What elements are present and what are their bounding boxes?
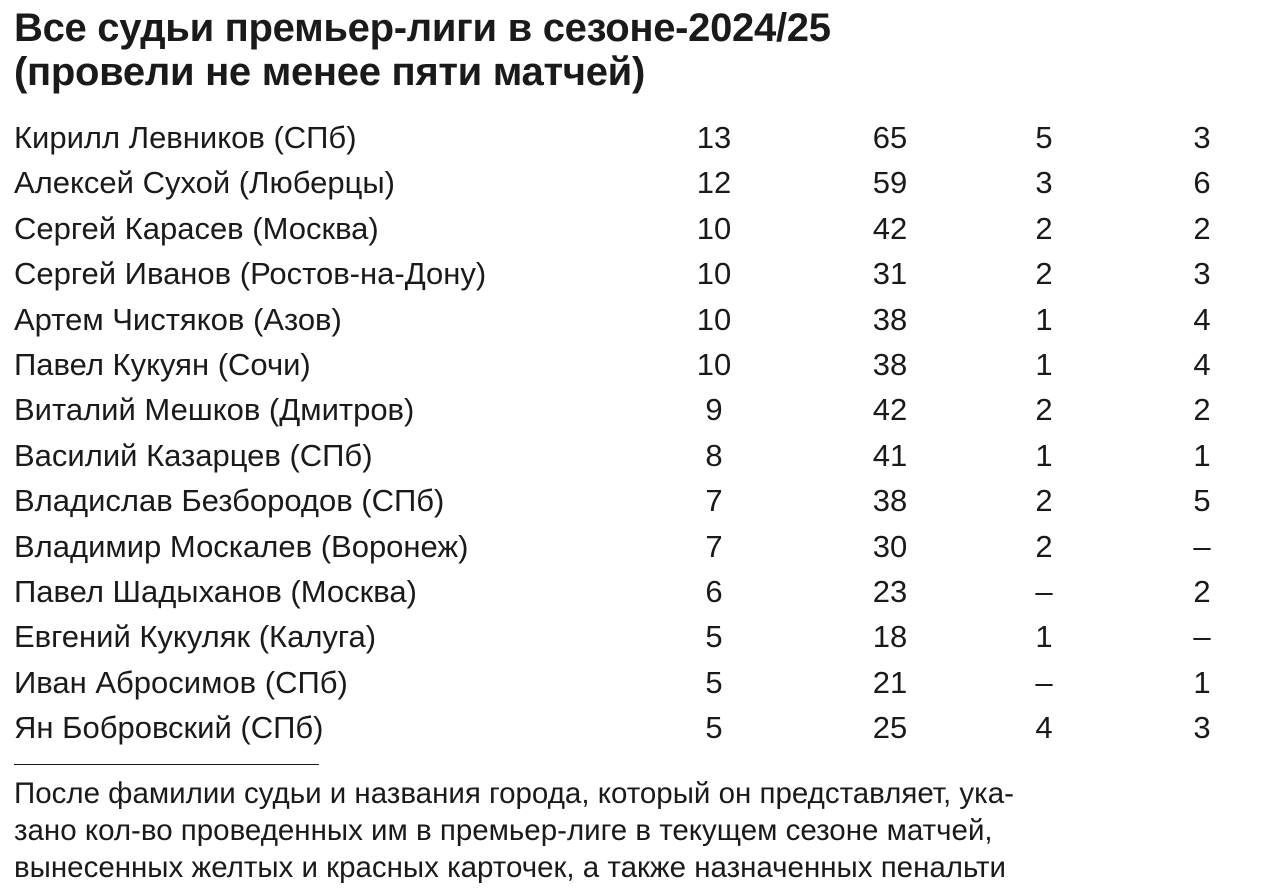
penalties-count: –	[1193, 619, 1211, 655]
penalties-count: 1	[1193, 437, 1211, 473]
matches-count: 5	[705, 710, 723, 746]
footnote	[14, 775, 1264, 886]
table-row	[14, 705, 1254, 750]
footnote-line-2: зано кол-во проведенных им в премьер-лиге в текущем сезоне матчей,	[14, 814, 993, 847]
matches-count: 12	[696, 165, 732, 201]
penalties-count: –	[1193, 528, 1211, 564]
referee-name: Кирилл Левников (СПб)	[14, 120, 357, 155]
matches-count: 10	[696, 346, 732, 382]
table-row	[14, 387, 1254, 432]
red-cards-count: 2	[1035, 256, 1053, 292]
table-row	[14, 524, 1254, 569]
yellow-cards-count: 38	[872, 301, 908, 337]
referee-name: Сергей Иванов (Ростов-на-Дону)	[14, 256, 487, 292]
title-line-1: Все судьи премьер-лиги в сезоне-2024/25	[14, 6, 831, 50]
footnote-divider	[14, 764, 319, 765]
referee-name: Сергей Карасев (Москва)	[14, 210, 379, 246]
yellow-cards-count: 25	[872, 710, 908, 746]
matches-count: 10	[696, 256, 732, 292]
table-row	[14, 478, 1254, 523]
yellow-cards-count: 42	[872, 210, 908, 246]
red-cards-count: –	[1035, 573, 1053, 609]
matches-count: 9	[705, 392, 723, 428]
table-row	[14, 660, 1254, 705]
red-cards-count: 2	[1035, 528, 1053, 564]
footnote-line-3: вынесенных желтых и красных карточек, а также назначенных пенальти	[14, 851, 1007, 884]
red-cards-count: –	[1035, 664, 1053, 700]
referee-name: Виталий Мешков (Дмитров)	[14, 392, 415, 428]
yellow-cards-count: 65	[872, 120, 908, 155]
yellow-cards-count: 59	[872, 165, 908, 201]
table-row	[14, 342, 1254, 387]
referee-name: Владимир Москалев (Воронеж)	[14, 528, 469, 564]
penalties-count: 2	[1193, 210, 1211, 246]
matches-count: 6	[705, 573, 723, 609]
matches-count: 10	[696, 210, 732, 246]
referee-name: Павел Кукуян (Сочи)	[14, 346, 311, 382]
penalties-count: 5	[1193, 483, 1211, 519]
matches-count: 10	[696, 301, 732, 337]
referee-name: Алексей Сухой (Люберцы)	[14, 165, 395, 201]
penalties-count: 2	[1193, 573, 1211, 609]
referee-name: Артем Чистяков (Азов)	[14, 301, 342, 337]
yellow-cards-count: 38	[872, 483, 908, 519]
table-row	[14, 251, 1254, 296]
referee-name: Евгений Кукуляк (Калуга)	[14, 619, 377, 655]
table-row	[14, 115, 1254, 160]
penalties-count: 3	[1193, 256, 1211, 292]
table-row	[14, 433, 1254, 478]
table-row	[14, 160, 1254, 205]
matches-count: 8	[705, 437, 723, 473]
referee-name: Иван Абросимов (СПб)	[14, 664, 348, 700]
penalties-count: 6	[1193, 165, 1211, 201]
red-cards-count: 2	[1035, 392, 1053, 428]
red-cards-count: 4	[1035, 710, 1053, 746]
table-row	[14, 297, 1254, 342]
red-cards-count: 2	[1035, 210, 1053, 246]
yellow-cards-count: 21	[872, 664, 908, 700]
penalties-count: 4	[1193, 346, 1211, 382]
footnote-line-1: После фамилии судьи и названия города, который он представляет, ука-	[14, 777, 1014, 810]
yellow-cards-count: 42	[872, 392, 908, 428]
red-cards-count: 5	[1035, 120, 1053, 155]
referee-name: Василий Казарцев (СПб)	[14, 437, 373, 473]
penalties-count: 3	[1193, 120, 1211, 155]
yellow-cards-count: 31	[872, 256, 908, 292]
referee-name: Ян Бобровский (СПб)	[14, 710, 324, 746]
matches-count: 13	[696, 120, 732, 155]
title-line-2: (провели не менее пяти матчей)	[14, 50, 645, 94]
penalties-count: 3	[1193, 710, 1211, 746]
red-cards-count: 3	[1035, 165, 1053, 201]
matches-count: 5	[705, 664, 723, 700]
yellow-cards-count: 30	[872, 528, 908, 564]
penalties-count: 2	[1193, 392, 1211, 428]
yellow-cards-count: 23	[872, 573, 908, 609]
yellow-cards-count: 38	[872, 346, 908, 382]
table-row	[14, 614, 1254, 659]
penalties-count: 4	[1193, 301, 1211, 337]
referee-name: Владислав Безбородов (СПб)	[14, 483, 445, 519]
red-cards-count: 1	[1035, 301, 1053, 337]
matches-count: 7	[705, 483, 723, 519]
page-title	[14, 6, 1254, 94]
yellow-cards-count: 41	[872, 437, 908, 473]
red-cards-count: 1	[1035, 619, 1053, 655]
red-cards-count: 1	[1035, 346, 1053, 382]
table-row	[14, 206, 1254, 251]
red-cards-count: 1	[1035, 437, 1053, 473]
red-cards-count: 2	[1035, 483, 1053, 519]
penalties-count: 1	[1193, 664, 1211, 700]
referee-table	[14, 115, 1254, 750]
table-row	[14, 569, 1254, 614]
referee-name: Павел Шадыханов (Москва)	[14, 573, 417, 609]
matches-count: 7	[705, 528, 723, 564]
yellow-cards-count: 18	[872, 619, 908, 655]
matches-count: 5	[705, 619, 723, 655]
